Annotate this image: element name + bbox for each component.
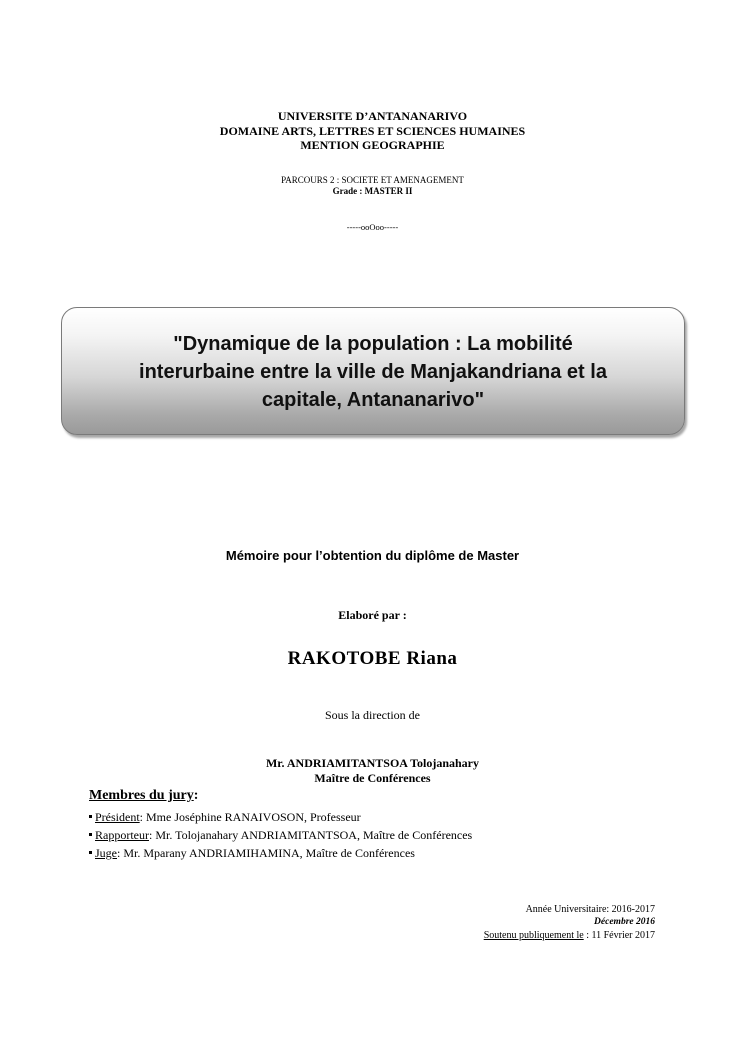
jury-member-role: Président (95, 810, 140, 824)
jury-member-text: : Mr. Tolojanahary ANDRIAMITANTSOA, Maître de Conférences (148, 828, 473, 842)
director-block (0, 756, 745, 786)
jury-heading-colon: : (193, 788, 199, 803)
defense-label: Soutenu publiquement le (483, 930, 584, 941)
memoire-subtitle: Mémoire pour l’obtention du diplôme de Master (225, 548, 520, 563)
decorative-separator: -----ooOoo----- (346, 222, 399, 232)
jury-member-text: : Mr. Mparany ANDRIAMIHAMINA, Maître de Conférences (117, 846, 415, 860)
jury-member (89, 826, 472, 844)
domain-name: DOMAINE ARTS, LETTRES ET SCIENCES HUMAINES (219, 123, 526, 138)
jury-member (89, 844, 472, 862)
jury-member-role: Juge (95, 846, 117, 860)
jury-member (89, 808, 472, 826)
direction-label: Sous la direction de (325, 708, 420, 722)
parcours-label: PARCOURS 2 : SOCIETE ET AMENAGEMENT (281, 175, 464, 185)
defense-line (484, 929, 655, 942)
bullet-icon (89, 833, 92, 836)
thesis-title-line-2: interurbaine entre la ville de Manjakandriana et la (139, 361, 607, 383)
jury-member-text: : Mme Joséphine RANAIVOSON, Professeur (139, 810, 361, 824)
program-info (0, 175, 745, 197)
director-name: Mr. ANDRIAMITANTSOA Tolojanahary (265, 756, 480, 770)
author-name: RAKOTOBE Riana (287, 648, 458, 669)
institution-header (0, 109, 745, 153)
bullet-icon (89, 815, 92, 818)
title-box (61, 307, 685, 435)
jury-heading-text: Membres du jury (89, 788, 194, 803)
university-name: UNIVERSITE D’ANTANANARIVO (277, 109, 468, 123)
submission-date: Décembre 2016 (594, 917, 655, 927)
thesis-title-line-3: capitale, Antananarivo" (261, 389, 485, 411)
jury-member-role: Rapporteur (95, 828, 149, 842)
thesis-title-line-1: "Dynamique de la population : La mobilité (173, 333, 573, 355)
academic-year-block (484, 903, 655, 942)
director-role: Maître de Conférences (314, 771, 431, 785)
bullet-icon (89, 851, 92, 854)
defense-date: : 11 Février 2017 (583, 930, 655, 941)
grade-label: Grade : MASTER II (332, 186, 413, 196)
mention-name: MENTION GEOGRAPHIE (300, 138, 445, 152)
jury-list (89, 808, 472, 862)
elabore-par-label: Elaboré par : (338, 608, 407, 622)
thesis-title (82, 330, 664, 414)
academic-year: Année Universitaire: 2016-2017 (525, 904, 655, 915)
jury-heading (89, 788, 198, 804)
